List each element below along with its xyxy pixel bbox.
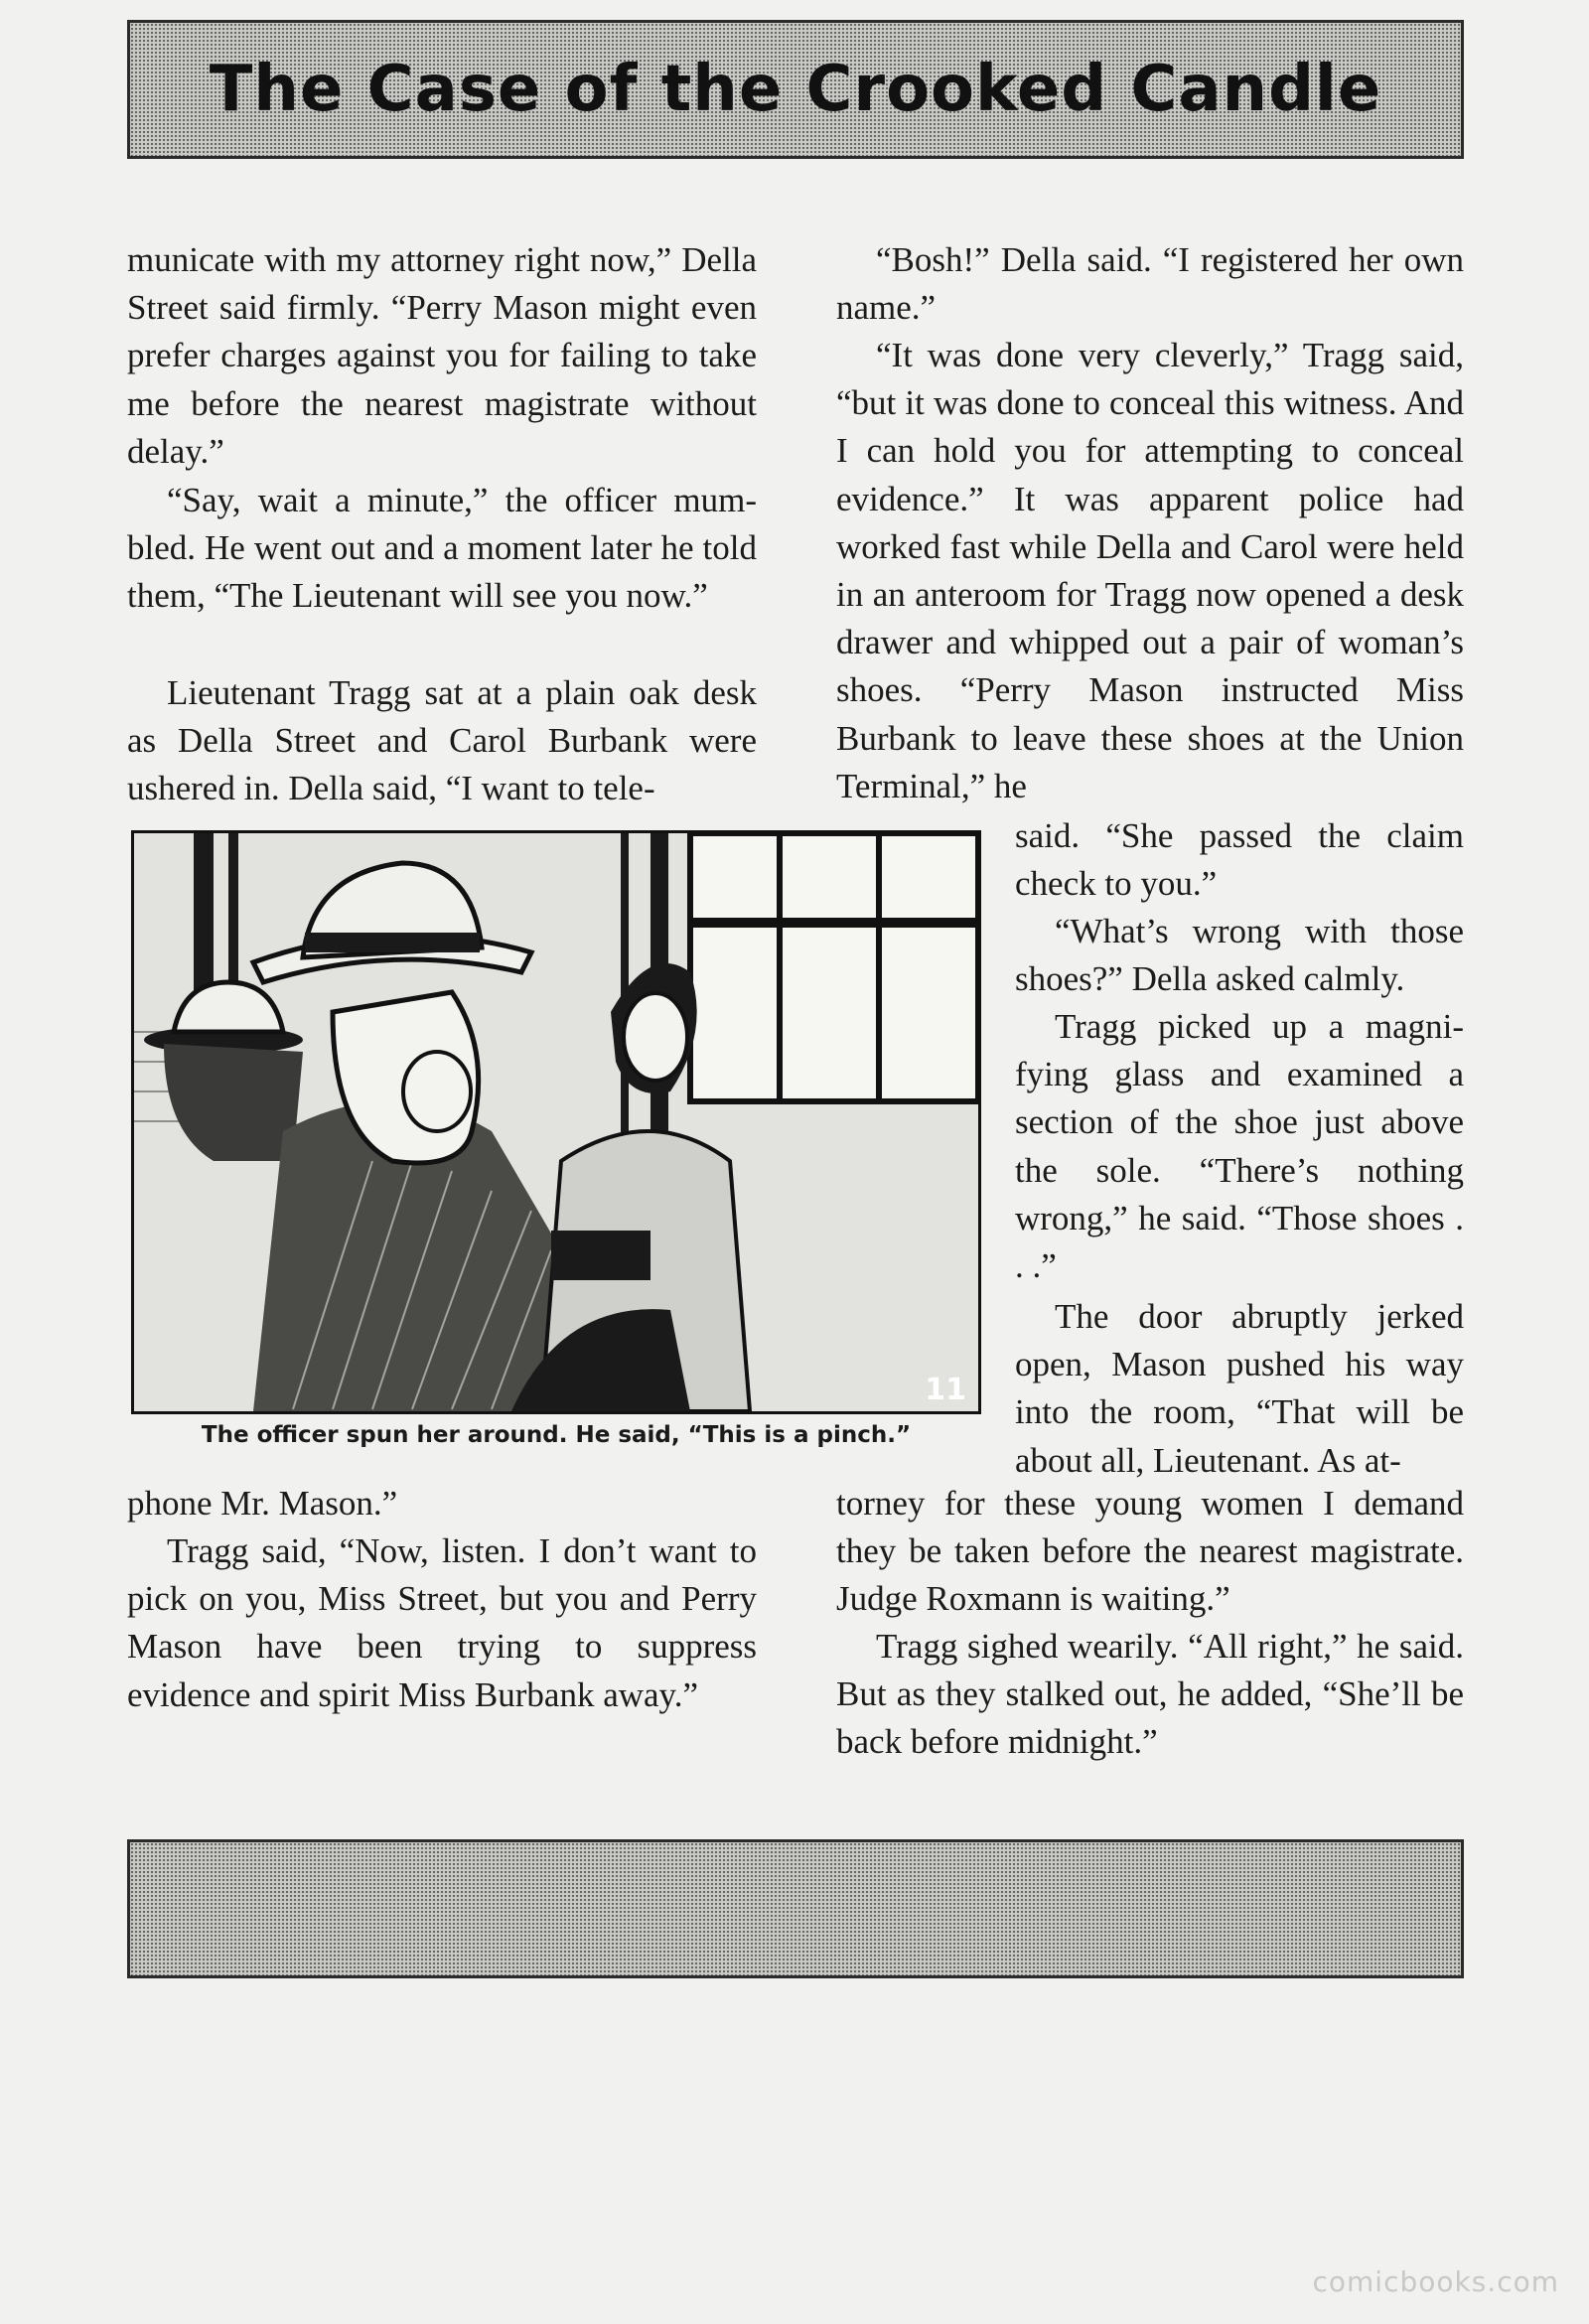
paragraph: “Bosh!” Della said. “I registered her own name.” — [836, 240, 1464, 328]
paragraph: municate with my attorney right now,” Della Street said firmly. “Perry Mason might even prefer charges against you for failing to take me before the nearest magistrate without delay.” — [127, 240, 757, 471]
illustration-panel — [131, 830, 981, 1414]
paragraph: said. “She passed the claim check to you.” — [1015, 816, 1464, 904]
illustration-art — [134, 833, 978, 1411]
paragraph: “What’s wrong with those shoes?” Della asked calmly. — [1015, 912, 1464, 999]
paragraph: torney for these young women I demand they be taken before the nearest magistrate. Judge Roxmann is waiting.” — [836, 1484, 1464, 1619]
illustration-caption: The officer spun her around. He said, “This is a pinch.” — [201, 1422, 912, 1448]
paragraph: “Say, wait a minute,” the officer mumbled. He went out and a moment later he told them, “The Lieutenant will see you now.” — [127, 481, 757, 616]
paragraph: “It was done very cleverly,” Tragg said, “but it was done to conceal this witness. And I can hold you for attempting to conceal evidence.” It was apparent police had worked fast while Della and Carol were held in an anteroom for Tragg now opened a desk drawer and whipped out a pair of woman’s shoes. “Perry Mason instructed Miss Burbank to leave these shoes at the Union Terminal,” he — [836, 336, 1464, 805]
page-title: The Case of the Crooked Candle — [209, 53, 1382, 126]
paragraph: The door abruptly jerked open, Mason pushed his way into the room, “That will be about all, Lieutenant. As at- — [1015, 1297, 1464, 1480]
paragraph: phone Mr. Mason.” — [127, 1484, 398, 1523]
paragraph: Tragg said, “Now, listen. I don’t want to pick on you, Miss Street, but you and Perry Mason have been trying to suppress evidence and spirit Miss Burbank away.” — [127, 1531, 757, 1714]
footer-banner — [127, 1839, 1464, 1978]
paragraph: Tragg sighed wearily. “All right,” he said. But as they stalked out, he added, “She’ll be back before midnight.” — [836, 1627, 1464, 1762]
paragraph: Tragg picked up a magnifying glass and examined a section of the shoe just above the sole. “There’s nothing wrong,” he said. “Those shoes . . .” — [1015, 1007, 1464, 1286]
watermark: comicbooks.com — [1312, 2265, 1559, 2298]
panel-number: 11 — [925, 1373, 966, 1407]
title-banner — [127, 20, 1464, 159]
paragraph: Lieutenant Tragg sat at a plain oak desk as Della Street and Carol Burbank were ushered in. Della said, “I want to tele- — [127, 673, 757, 808]
